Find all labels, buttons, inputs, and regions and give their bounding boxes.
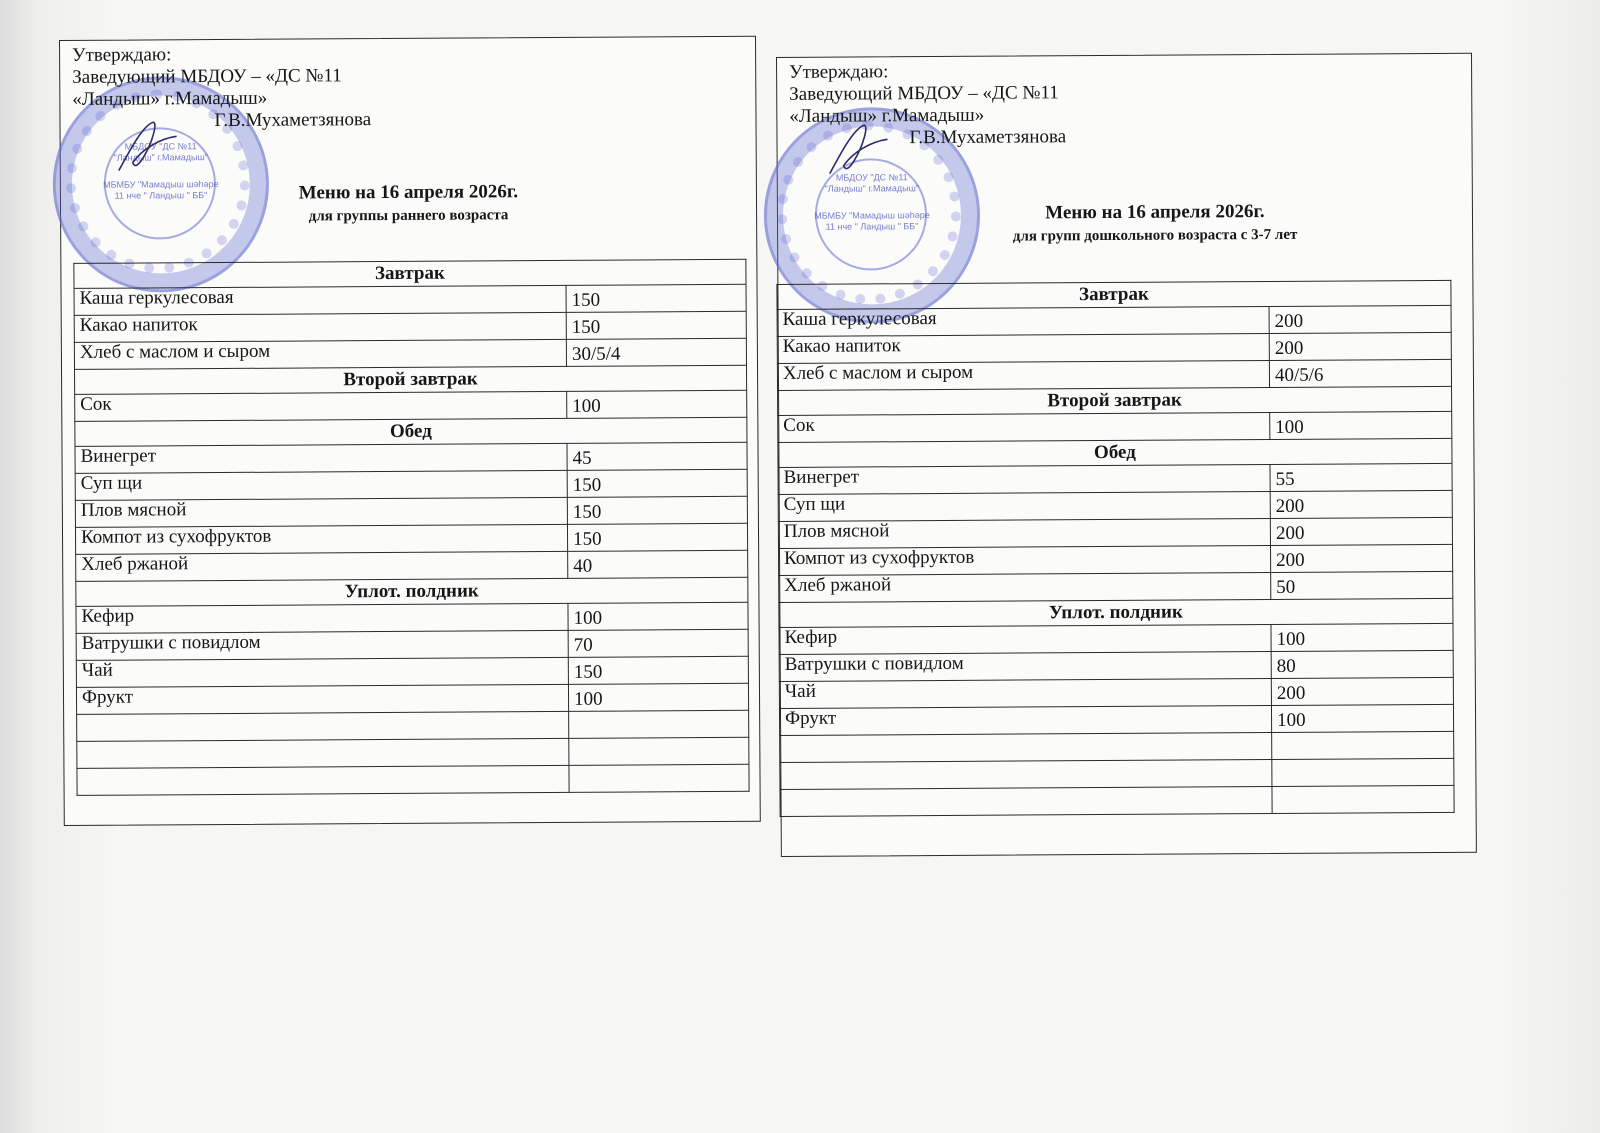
meal-section-title: Уплот. полдник	[76, 577, 748, 606]
dish-name: Чай	[76, 657, 568, 687]
empty-cell	[1272, 731, 1454, 759]
menu-title: Меню на 16 апреля 2026г.	[1045, 201, 1265, 224]
dish-name: Хлеб с маслом и сыром	[777, 360, 1269, 390]
table-row	[778, 411, 1452, 442]
menu-header	[61, 180, 756, 227]
empty-cell	[569, 737, 749, 765]
approval-signatory: Г.В.Мухаметзянова	[909, 126, 1067, 149]
empty-row	[77, 710, 749, 741]
portion-amount: 50	[1271, 571, 1453, 599]
approval-organization: «Ландыш» г.Мамадыш»	[789, 104, 985, 127]
table-row	[74, 284, 746, 315]
table-row	[779, 704, 1453, 735]
table-row	[75, 390, 747, 421]
table-row	[779, 544, 1453, 575]
table-row	[779, 571, 1453, 602]
empty-cell	[780, 732, 1272, 762]
table-row	[75, 442, 747, 473]
table-row	[779, 650, 1453, 681]
portion-amount: 100	[1271, 623, 1453, 651]
empty-row	[780, 731, 1454, 762]
table-row	[76, 602, 748, 633]
portion-amount: 200	[1270, 517, 1452, 545]
dish-name: Чай	[779, 678, 1271, 708]
portion-amount: 100	[567, 390, 747, 418]
table-row	[76, 683, 748, 714]
empty-cell	[77, 738, 569, 768]
portion-amount: 40	[568, 550, 748, 578]
meal-section-title: Обед	[75, 417, 747, 446]
portion-amount: 150	[567, 469, 747, 497]
portion-amount: 150	[566, 284, 746, 312]
dish-name: Кефир	[779, 624, 1271, 654]
approval-signatory: Г.В.Мухаметзянова	[214, 109, 372, 132]
meal-section-title: Второй завтрак	[75, 365, 747, 394]
dish-name: Хлеб ржаной	[76, 551, 568, 581]
dish-name: Компот из сухофруктов	[75, 524, 567, 554]
approval-position: Заведующий МБДОУ – «ДС №11	[789, 82, 1059, 105]
dish-name: Хлеб с маслом и сыром	[74, 339, 566, 369]
portion-amount: 200	[1269, 332, 1451, 360]
portion-amount: 100	[568, 602, 748, 630]
table-row	[777, 332, 1451, 363]
dish-name: Компот из сухофруктов	[779, 545, 1271, 575]
menu-subtitle: для групп дошкольного возраста с 3-7 лет	[1012, 226, 1298, 245]
portion-amount: 55	[1270, 463, 1452, 491]
dish-name: Суп щи	[75, 470, 567, 500]
portion-amount: 150	[567, 523, 747, 551]
portion-amount: 80	[1271, 650, 1453, 678]
table-row	[75, 496, 747, 527]
menu-table	[73, 259, 749, 796]
table-row	[777, 305, 1451, 336]
dish-name: Сок	[75, 391, 567, 421]
meal-section-title: Завтрак	[74, 259, 746, 288]
empty-row	[77, 737, 749, 768]
empty-cell	[569, 710, 749, 738]
portion-amount: 100	[1270, 411, 1452, 439]
meal-section-title: Второй завтрак	[778, 386, 1452, 415]
menu-table-body	[74, 259, 749, 795]
menu-sheet-preschool	[776, 53, 1477, 857]
portion-amount: 200	[1269, 305, 1451, 333]
stamp-center-text: МБДОУ "ДС №11 "Ландыш" г.Мамадыш" МБМБУ "Мамадыш шәһәре 11 нче " Ландыш " ББ"	[814, 172, 930, 232]
table-row	[779, 677, 1453, 708]
dish-name: Ватрушки с повидлом	[779, 651, 1271, 681]
portion-amount: 45	[567, 442, 747, 470]
table-row	[779, 623, 1453, 654]
empty-cell	[780, 759, 1272, 789]
dish-name: Какао напиток	[777, 333, 1269, 363]
menu-table	[776, 280, 1454, 817]
portion-amount: 100	[568, 683, 748, 711]
table-row	[75, 469, 747, 500]
empty-row	[780, 758, 1454, 789]
dish-name: Хлеб ржаной	[779, 572, 1271, 602]
menu-sheet-early-age	[59, 36, 761, 826]
approval-position: Заведующий МБДОУ – «ДС №11	[72, 65, 342, 88]
portion-amount: 150	[567, 496, 747, 524]
dish-name: Каша геркулесовая	[777, 306, 1269, 336]
portion-amount: 40/5/6	[1269, 359, 1451, 387]
table-row	[76, 550, 748, 581]
dish-name: Винегрет	[778, 464, 1270, 494]
table-row	[778, 490, 1452, 521]
table-row	[74, 311, 746, 342]
table-row	[74, 338, 746, 369]
table-row	[75, 523, 747, 554]
meal-section-title: Уплот. полдник	[779, 598, 1453, 627]
table-row	[778, 517, 1452, 548]
dish-name: Винегрет	[75, 443, 567, 473]
approval-block	[72, 43, 371, 133]
empty-row	[780, 785, 1454, 816]
table-row	[76, 656, 748, 687]
dish-name: Каша геркулесовая	[74, 285, 566, 315]
menu-header	[808, 200, 1502, 247]
stamp-center-text: МБДОУ "ДС №11 "Ландыш" г.Мамадыш" МБМБУ "Мамадыш шәһәре 11 нче " Ландыш " ББ"	[103, 141, 219, 201]
dish-name: Плов мясной	[75, 497, 567, 527]
dish-name: Фрукт	[779, 705, 1271, 735]
approval-organization: «Ландыш» г.Мамадыш»	[72, 87, 268, 110]
portion-amount: 200	[1270, 490, 1452, 518]
portion-amount: 30/5/4	[566, 338, 746, 366]
table-row	[76, 629, 748, 660]
approval-line: Утверждаю:	[789, 61, 889, 83]
table-row	[777, 359, 1451, 390]
dish-name: Какао напиток	[74, 312, 566, 342]
menu-title: Меню на 16 апреля 2026г.	[298, 181, 519, 204]
menu-subtitle: для группы раннего возраста	[308, 207, 509, 225]
portion-amount: 70	[568, 629, 748, 657]
dish-name: Суп щи	[778, 491, 1270, 521]
menu-table-body	[777, 280, 1454, 816]
portion-amount: 200	[1271, 677, 1453, 705]
dish-name: Кефир	[76, 603, 568, 633]
empty-row	[77, 764, 749, 795]
empty-cell	[77, 711, 569, 741]
dish-name: Фрукт	[76, 684, 568, 714]
portion-amount: 150	[566, 311, 746, 339]
portion-amount: 150	[568, 656, 748, 684]
empty-cell	[780, 786, 1272, 816]
meal-section-title: Обед	[778, 438, 1452, 467]
empty-cell	[1272, 785, 1454, 813]
meal-section-title: Завтрак	[777, 280, 1451, 309]
empty-cell	[77, 765, 569, 795]
empty-cell	[1272, 758, 1454, 786]
approval-block	[789, 60, 1066, 150]
portion-amount: 200	[1270, 544, 1452, 572]
dish-name: Плов мясной	[778, 518, 1270, 548]
portion-amount: 100	[1271, 704, 1453, 732]
dish-name: Ватрушки с повидлом	[76, 630, 568, 660]
dish-name: Сок	[778, 412, 1270, 442]
approval-line: Утверждаю:	[72, 44, 172, 66]
table-row	[778, 463, 1452, 494]
empty-cell	[569, 764, 749, 792]
